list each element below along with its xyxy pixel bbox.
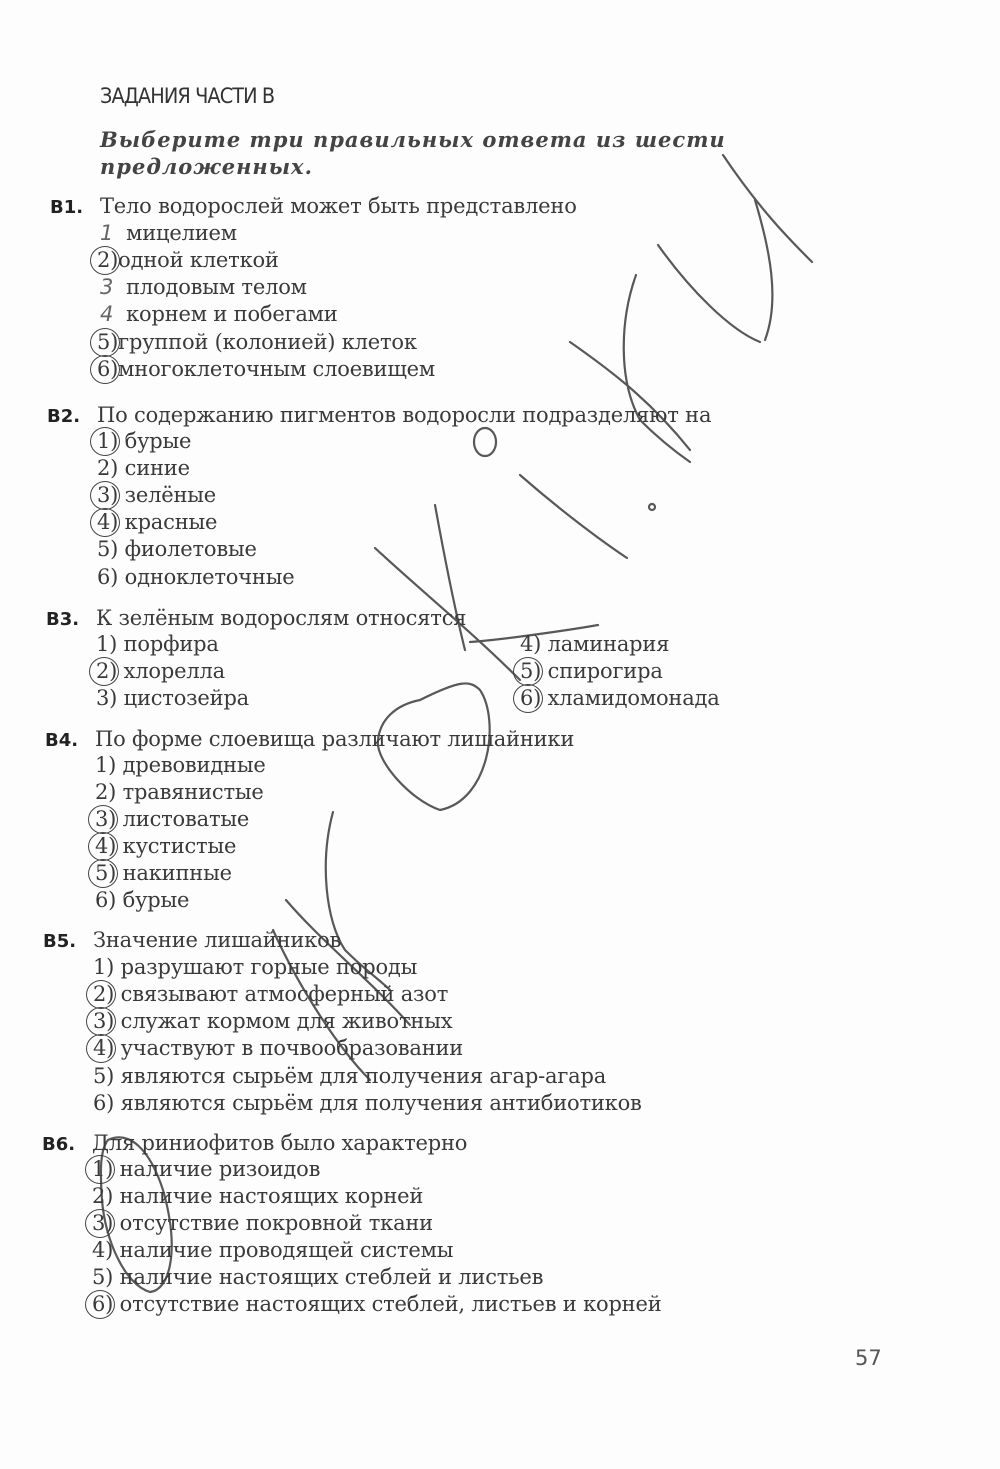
option-b5-3[interactable]: 3) служат кормом для животных (93, 1009, 453, 1033)
option-b3-3[interactable]: 3) цистозейра (96, 686, 250, 710)
option-b4-6[interactable]: 6) бурые (95, 888, 190, 912)
option-b6-4[interactable]: 4) наличие проводящей системы (92, 1238, 454, 1262)
task-question: Значение лишайников (93, 928, 342, 952)
option-b3-1[interactable]: 1) порфира (96, 632, 219, 656)
option-b1-3[interactable]: 3 плодовым телом (100, 275, 307, 299)
task-number: B2. (47, 406, 81, 427)
page-number: 57 (855, 1346, 882, 1370)
option-b2-5[interactable]: 5) фиолетовые (97, 537, 257, 561)
option-b4-4[interactable]: 4) кустистые (95, 834, 237, 858)
option-b1-6[interactable]: 6)многоклеточным слоевищем (97, 357, 436, 381)
option-b4-1[interactable]: 1) древовидные (95, 753, 266, 777)
option-b5-6[interactable]: 6) являются сырьём для получения антибиотиков (93, 1091, 642, 1115)
task-question: Тело водорослей может быть представлено (100, 194, 577, 218)
option-b6-2[interactable]: 2) наличие настоящих корней (92, 1184, 424, 1208)
option-b1-1[interactable]: 1 мицелием (100, 221, 237, 245)
task-question: По содержанию пигментов водоросли подразделяют на (97, 403, 712, 427)
option-b5-2[interactable]: 2) связывают атмосферный азот (93, 982, 449, 1006)
option-b6-1[interactable]: 1) наличие ризоидов (92, 1157, 321, 1181)
option-b3-2[interactable]: 2) хлорелла (96, 659, 225, 683)
option-b4-5[interactable]: 5) накипные (95, 861, 232, 885)
task-number: B5. (43, 931, 77, 952)
task-question: По форме слоевища различают лишайники (95, 727, 575, 751)
option-b2-6[interactable]: 6) одноклеточные (97, 565, 295, 589)
task-number: B6. (42, 1134, 76, 1155)
option-b4-3[interactable]: 3) листоватые (95, 807, 250, 831)
task-question: Для риниофитов было характерно (92, 1131, 468, 1155)
option-b4-2[interactable]: 2) травянистые (95, 780, 264, 804)
option-b3-4[interactable]: 4) ламинария (520, 632, 670, 656)
option-b3-6[interactable]: 6) хламидомонада (520, 686, 720, 710)
option-b6-3[interactable]: 3) отсутствие покровной ткани (92, 1211, 433, 1235)
option-b2-4[interactable]: 4) красные (97, 510, 218, 534)
option-b6-6[interactable]: 6) отсутствие настоящих стеблей, листьев и корней (92, 1292, 662, 1316)
task-number: B4. (45, 730, 79, 751)
section-title: ЗАДАНИЯ ЧАСТИ В (100, 84, 275, 108)
option-b6-5[interactable]: 5) наличие настоящих стеблей и листьев (92, 1265, 544, 1289)
task-question: К зелёным водорослям относятся (96, 606, 467, 630)
option-b2-3[interactable]: 3) зелёные (97, 483, 217, 507)
option-b1-5[interactable]: 5)группой (колонией) клеток (97, 330, 417, 354)
option-b2-2[interactable]: 2) синие (97, 456, 190, 480)
task-number: B3. (46, 609, 80, 630)
option-b3-5[interactable]: 5) спирогира (520, 659, 663, 683)
instruction-text: Выберите три правильных ответа из шести предложенных. (100, 127, 726, 179)
task-number: B1. (50, 197, 84, 218)
option-b2-1[interactable]: 1) бурые (97, 429, 192, 453)
option-b1-2[interactable]: 2)одной клеткой (97, 248, 279, 272)
option-b1-4[interactable]: 4 корнем и побегами (100, 302, 338, 326)
option-b5-1[interactable]: 1) разрушают горные породы (93, 955, 418, 979)
option-b5-5[interactable]: 5) являются сырьём для получения агар-агара (93, 1064, 607, 1088)
option-b5-4[interactable]: 4) участвуют в почвообразовании (93, 1036, 464, 1060)
